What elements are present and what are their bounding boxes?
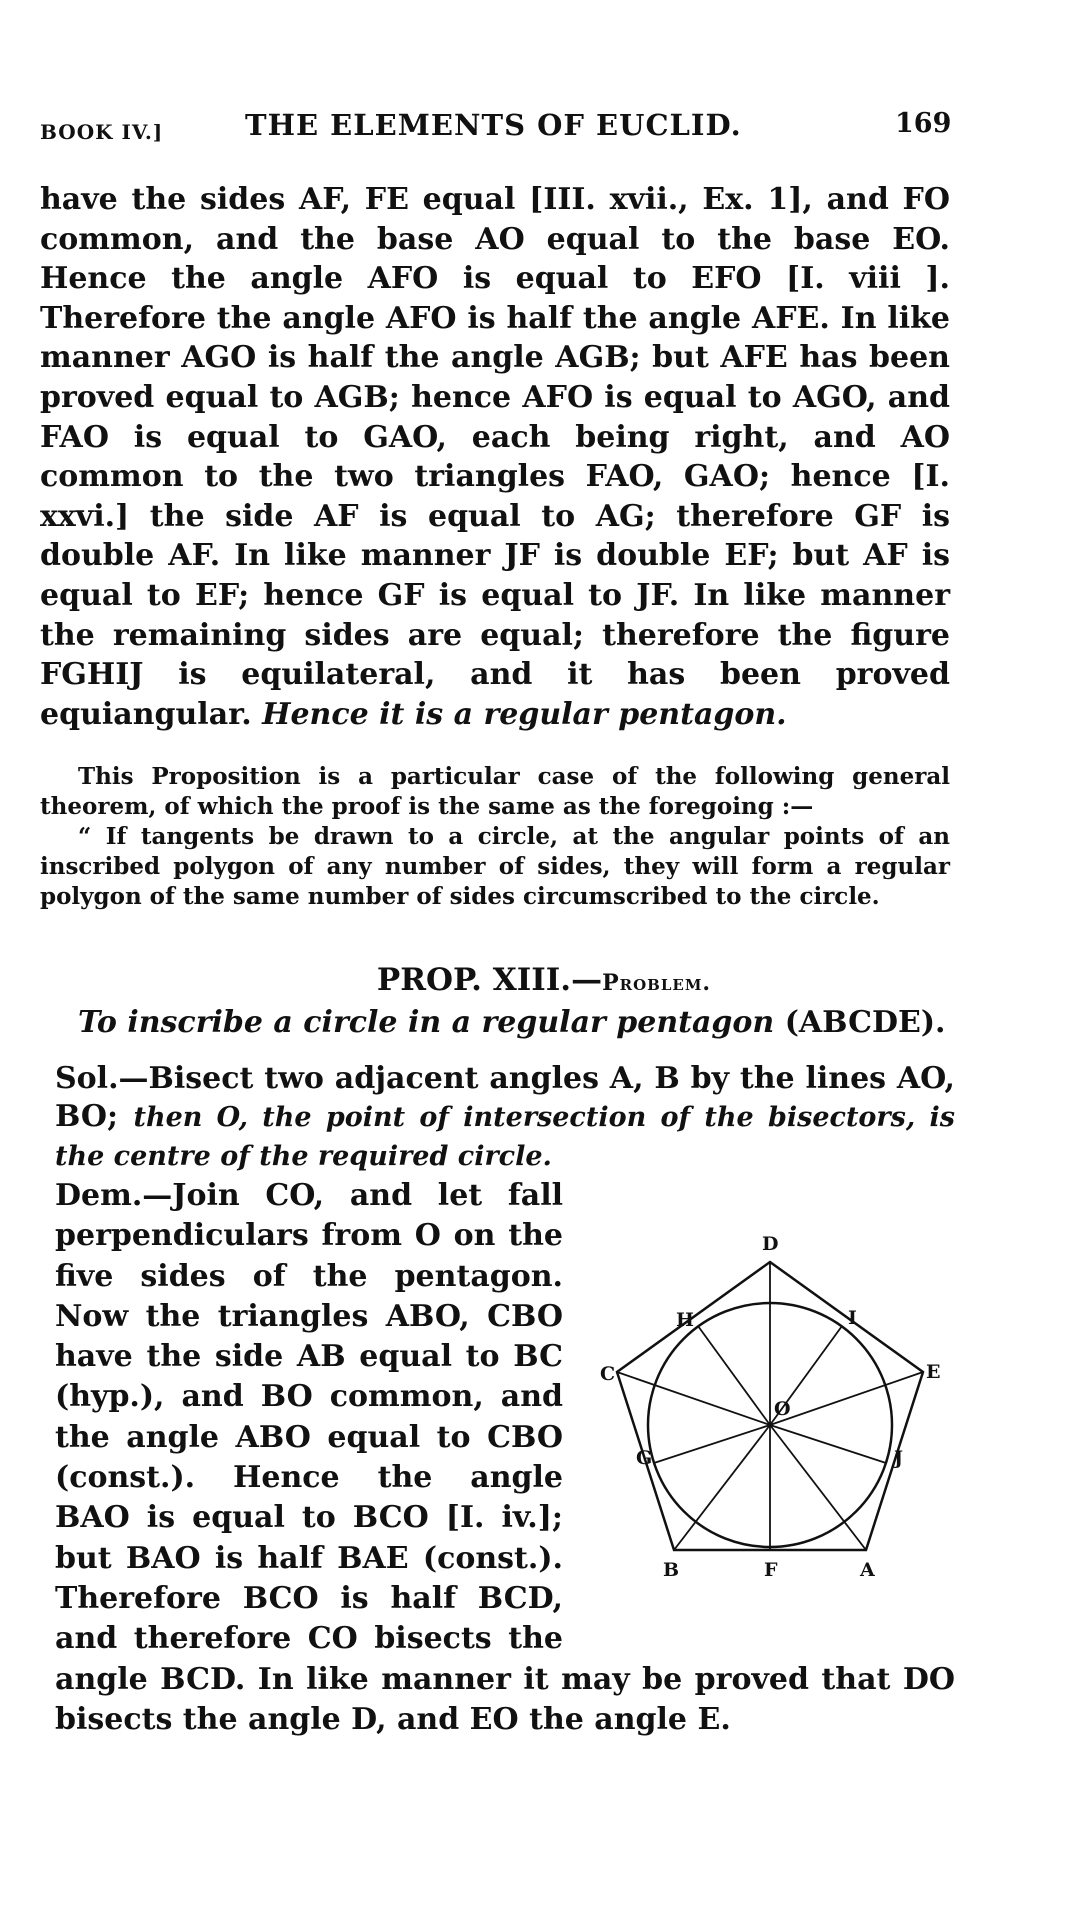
running-title: THE ELEMENTS OF EUCLID. [245,108,742,142]
note-paragraph-1: This Proposition is a particular case of the following general theorem, of which the proof is the same as the foregoing :— [40,763,950,820]
enunciation-text: To inscribe a circle in a regular pentagon [78,1005,775,1040]
line-O-A [770,1425,866,1550]
line-O-H [698,1326,770,1425]
line-O-G [654,1425,770,1463]
enunciation [78,1005,958,1040]
note-paragraph-2: “ If tangents be drawn to a circle, at the angular points of an inscribed polygon of any number of sides, they will form a regular polygon of the same number of sides circumscribed to the circle. [40,823,950,910]
running-header [40,108,950,148]
demonstration-text: —Join CO, and let fall perpendiculars from O on the five sides of the pentagon. Now the triangles ABO, CBO have the side AB equal to BC (hyp.), and BO common, and the angle ABO equal to CBO (const.). Hence the angle BAO is equal to BCO [I. iv.]; but BAO is half BAE (const.). Therefore BCO is half BCD, and therefore CO bisects the angle BCD. In like manner it may be proved that DO bisects the angle D, and EO the angle E. [55,1178,955,1737]
label-B: B [663,1559,680,1581]
label-G: G [636,1447,653,1469]
solution-label: Sol. [55,1061,119,1096]
line-O-E [770,1372,923,1425]
line-O-C [617,1372,770,1425]
solution-text: —Bisect two adjacent angles A, B by the lines AO, BO; [55,1061,955,1134]
label-C: C [600,1363,616,1385]
book-label: BOOK IV.] [40,120,164,144]
pentagon-diagram [560,1220,970,1640]
enunciation-figure-ref: (ABCDE). [784,1005,946,1040]
proposition-title: PROP. XIII.— [376,962,603,998]
demonstration-label: Dem. [55,1178,143,1213]
label-E: E [926,1361,941,1383]
radius-lines [617,1262,923,1550]
label-O: O [774,1398,791,1420]
label-F: F [764,1559,778,1581]
note-block [40,762,950,912]
label-I: I [848,1307,857,1329]
label-H: H [676,1309,694,1331]
label-A: A [860,1559,875,1581]
proof-conclusion: Hence it is a regular pentagon. [262,696,787,732]
proof-paragraph [40,180,950,734]
pentagon-figure [560,1220,970,1640]
proposition-kind: Problem. [602,970,712,996]
page-number: 169 [895,108,952,139]
line-O-B [674,1425,770,1550]
solution-paragraph [55,1060,955,1176]
label-D: D [762,1233,779,1255]
label-J: J [894,1447,903,1469]
proof-continuation: have the sides AF, FE equal [III. xvii., Ex. 1], and FO common, and the base AO equal to the base EO. Hence the angle AFO is equal to EFO [I. viii ]. Therefore the angle AFO is half the angle AFE. In like manner AGO is half the angle AGB; but AFE has been proved equal to AGB; hence AFO is equal to AGO, and FAO is equal to GAO, each being right, and AO common to the two triangles FAO, GAO; hence [I. xxvi.] the side AF is equal to AG; therefore GF is double AF. In like manner JF is double EF; but AF is equal to EF; hence GF is equal to JF. In like manner the remaining sides are equal; therefore the figure FGHIJ is equilateral, and it has been proved equiangular. [40,182,950,732]
line-O-J [770,1425,886,1463]
solution-conclusion: then O, the point of intersection of the bisectors, is the centre of the required circle. [55,1102,955,1172]
proposition-heading [0,962,1088,998]
